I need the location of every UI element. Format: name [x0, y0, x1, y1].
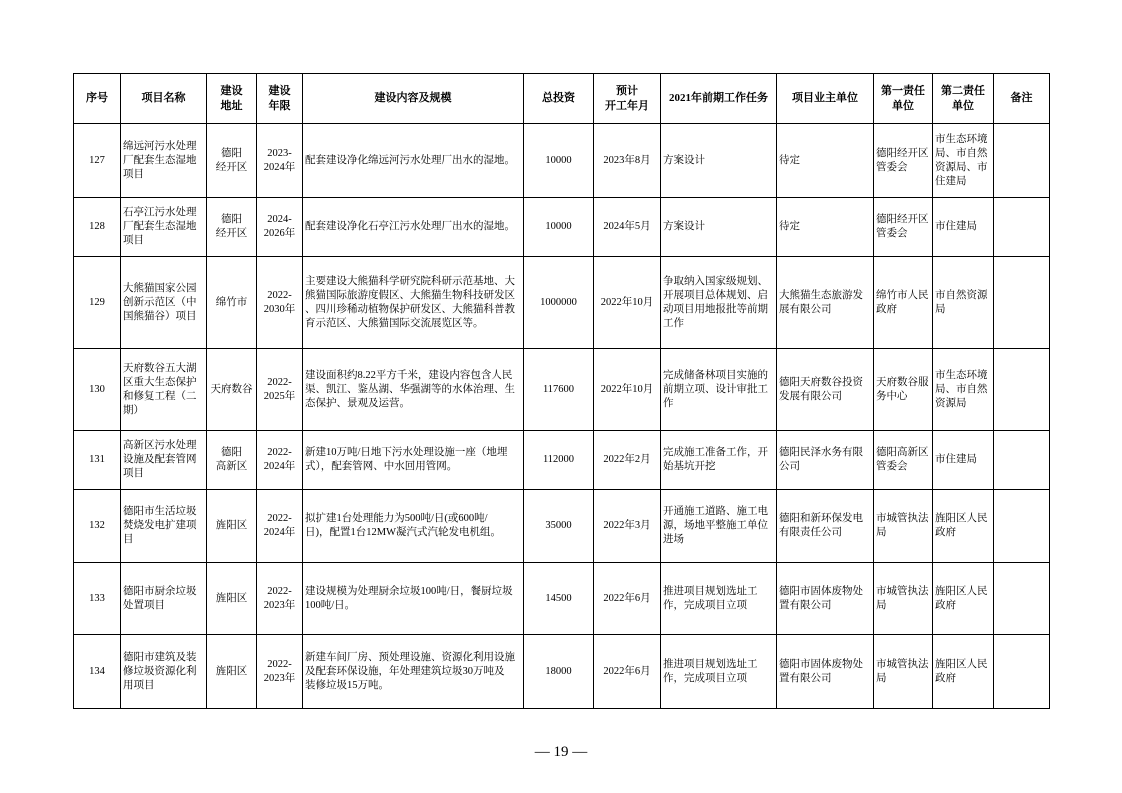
cell-start-date: 2022年10月 [594, 349, 661, 431]
cell-first-responsible-unit: 天府数谷服 务中心 [874, 349, 933, 431]
table-header-row [74, 74, 1050, 124]
cell-content: 新建车间厂房、预处理设施、资源化利用设施 及配套环保设施，年处理建筑垃圾30万吨及 装修垃圾15万吨。 [303, 635, 524, 709]
cell-task-2021: 推进项目规划选址工 作，完成项目立项 [661, 635, 777, 709]
cell-project-name: 大熊猫国家公园 创新示范区（中 国熊猫谷）项目 [121, 257, 207, 349]
cell-content: 配套建设净化绵远河污水处理厂出水的湿地。 [303, 124, 524, 198]
cell-project-name: 德阳市生活垃圾 焚烧发电扩建项 目 [121, 490, 207, 563]
cell-site: 德阳 经开区 [207, 124, 257, 198]
cell-second-responsible-unit: 旌阳区人民 政府 [933, 563, 994, 635]
cell-start-date: 2022年2月 [594, 431, 661, 490]
cell-serial-no: 131 [74, 431, 121, 490]
cell-investment: 35000 [524, 490, 594, 563]
header-second-responsible-unit: 第二责任 单位 [933, 74, 994, 124]
cell-period: 2024- 2026年 [257, 198, 303, 257]
cell-investment: 112000 [524, 431, 594, 490]
cell-first-responsible-unit: 德阳经开区 管委会 [874, 198, 933, 257]
cell-task-2021: 推进项目规划选址工 作，完成项目立项 [661, 563, 777, 635]
cell-project-name: 绵远河污水处理 厂配套生态湿地 项目 [121, 124, 207, 198]
cell-remark [994, 198, 1050, 257]
header-content: 建设内容及规模 [303, 74, 524, 124]
cell-start-date: 2022年3月 [594, 490, 661, 563]
cell-task-2021: 完成施工准备工作，开 始基坑开挖 [661, 431, 777, 490]
cell-second-responsible-unit: 市生态环境 局、市自然 资源局、市 住建局 [933, 124, 994, 198]
cell-second-responsible-unit: 市生态环境 局、市自然 资源局 [933, 349, 994, 431]
cell-remark [994, 431, 1050, 490]
cell-remark [994, 349, 1050, 431]
cell-project-name: 高新区污水处理 设施及配套管网 项目 [121, 431, 207, 490]
cell-project-name: 石亭江污水处理 厂配套生态湿地 项目 [121, 198, 207, 257]
cell-owner: 待定 [777, 124, 874, 198]
cell-investment: 117600 [524, 349, 594, 431]
header-remark: 备注 [994, 74, 1050, 124]
cell-period: 2022- 2030年 [257, 257, 303, 349]
cell-site: 旌阳区 [207, 490, 257, 563]
cell-remark [994, 563, 1050, 635]
cell-start-date: 2023年8月 [594, 124, 661, 198]
cell-second-responsible-unit: 市住建局 [933, 431, 994, 490]
header-first-responsible-unit: 第一责任 单位 [874, 74, 933, 124]
cell-period: 2022- 2023年 [257, 635, 303, 709]
table-row [74, 257, 1050, 349]
cell-serial-no: 133 [74, 563, 121, 635]
cell-site: 天府数谷 [207, 349, 257, 431]
cell-project-name: 天府数谷五大湖 区重大生态保护 和修复工程（二 期） [121, 349, 207, 431]
cell-start-date: 2022年6月 [594, 563, 661, 635]
cell-investment: 10000 [524, 198, 594, 257]
cell-serial-no: 127 [74, 124, 121, 198]
cell-content: 拟扩建1台处理能力为500吨/日(或600吨/ 日)，配置1台12MW凝汽式汽轮发电机组。 [303, 490, 524, 563]
cell-second-responsible-unit: 市自然资源 局 [933, 257, 994, 349]
cell-content: 新建10万吨/日地下污水处理设施一座（地埋 式），配套管网、中水回用管网。 [303, 431, 524, 490]
cell-owner: 大熊猫生态旅游发 展有限公司 [777, 257, 874, 349]
cell-investment: 10000 [524, 124, 594, 198]
cell-second-responsible-unit: 旌阳区人民 政府 [933, 635, 994, 709]
table-row [74, 124, 1050, 198]
cell-serial-no: 129 [74, 257, 121, 349]
page-number: — 19 — [534, 744, 588, 760]
cell-site: 德阳 经开区 [207, 198, 257, 257]
table-row [74, 490, 1050, 563]
cell-owner: 德阳天府数谷投资 发展有限公司 [777, 349, 874, 431]
cell-site: 旌阳区 [207, 563, 257, 635]
header-site: 建设 地址 [207, 74, 257, 124]
cell-investment: 1000000 [524, 257, 594, 349]
cell-content: 主要建设大熊猫科学研究院科研示范基地、大 熊猫国际旅游度假区、大熊猫生物科技研发区 、四川珍稀动植物保护研发区、大熊猫科普教 育示范区、大熊猫国际交流展览区等。 [303, 257, 524, 349]
cell-start-date: 2022年10月 [594, 257, 661, 349]
cell-first-responsible-unit: 德阳高新区 管委会 [874, 431, 933, 490]
table-row [74, 635, 1050, 709]
cell-start-date: 2024年5月 [594, 198, 661, 257]
cell-owner: 德阳和新环保发电 有限责任公司 [777, 490, 874, 563]
table-row [74, 563, 1050, 635]
cell-content: 配套建设净化石亭江污水处理厂出水的湿地。 [303, 198, 524, 257]
table-row [74, 431, 1050, 490]
cell-content: 建设规模为处理厨余垃圾100吨/日，餐厨垃圾 100吨/日。 [303, 563, 524, 635]
cell-first-responsible-unit: 市城管执法 局 [874, 563, 933, 635]
cell-serial-no: 132 [74, 490, 121, 563]
cell-project-name: 德阳市厨余垃圾 处置项目 [121, 563, 207, 635]
cell-period: 2022- 2024年 [257, 431, 303, 490]
cell-project-name: 德阳市建筑及装 修垃圾资源化利 用项目 [121, 635, 207, 709]
header-project-name: 项目名称 [121, 74, 207, 124]
header-investment: 总投资 [524, 74, 594, 124]
cell-task-2021: 开通施工道路、施工电 源，场地平整施工单位 进场 [661, 490, 777, 563]
cell-period: 2022- 2025年 [257, 349, 303, 431]
cell-site: 德阳 高新区 [207, 431, 257, 490]
cell-period: 2022- 2023年 [257, 563, 303, 635]
cell-owner: 待定 [777, 198, 874, 257]
header-start-date: 预计 开工年月 [594, 74, 661, 124]
header-period: 建设 年限 [257, 74, 303, 124]
table-row [74, 349, 1050, 431]
header-owner: 项目业主单位 [777, 74, 874, 124]
cell-second-responsible-unit: 旌阳区人民 政府 [933, 490, 994, 563]
cell-remark [994, 490, 1050, 563]
cell-remark [994, 257, 1050, 349]
cell-owner: 德阳市固体废物处 置有限公司 [777, 635, 874, 709]
cell-task-2021: 方案设计 [661, 124, 777, 198]
cell-remark [994, 635, 1050, 709]
cell-investment: 18000 [524, 635, 594, 709]
cell-period: 2023- 2024年 [257, 124, 303, 198]
header-serial-no: 序号 [74, 74, 121, 124]
cell-serial-no: 130 [74, 349, 121, 431]
cell-remark [994, 124, 1050, 198]
table-row [74, 198, 1050, 257]
cell-first-responsible-unit: 市城管执法 局 [874, 490, 933, 563]
cell-second-responsible-unit: 市住建局 [933, 198, 994, 257]
cell-owner: 德阳市固体废物处 置有限公司 [777, 563, 874, 635]
cell-first-responsible-unit: 德阳经开区 管委会 [874, 124, 933, 198]
project-table [73, 73, 1050, 709]
cell-period: 2022- 2024年 [257, 490, 303, 563]
cell-task-2021: 完成储备林项目实施的 前期立项、设计审批工 作 [661, 349, 777, 431]
cell-content: 建设面积约8.22平方千米，建设内容包含人民 渠、凯江、鉴丛湖、华强湖等的水体治理、生 态保护、景观及运营。 [303, 349, 524, 431]
cell-first-responsible-unit: 绵竹市人民 政府 [874, 257, 933, 349]
cell-serial-no: 134 [74, 635, 121, 709]
cell-task-2021: 争取纳入国家级规划、 开展项目总体规划、启 动项目用地报批等前期 工作 [661, 257, 777, 349]
cell-owner: 德阳民泽水务有限 公司 [777, 431, 874, 490]
cell-serial-no: 128 [74, 198, 121, 257]
cell-first-responsible-unit: 市城管执法 局 [874, 635, 933, 709]
cell-site: 绵竹市 [207, 257, 257, 349]
cell-investment: 14500 [524, 563, 594, 635]
header-task-2021: 2021年前期工作任务 [661, 74, 777, 124]
cell-start-date: 2022年6月 [594, 635, 661, 709]
cell-task-2021: 方案设计 [661, 198, 777, 257]
cell-site: 旌阳区 [207, 635, 257, 709]
